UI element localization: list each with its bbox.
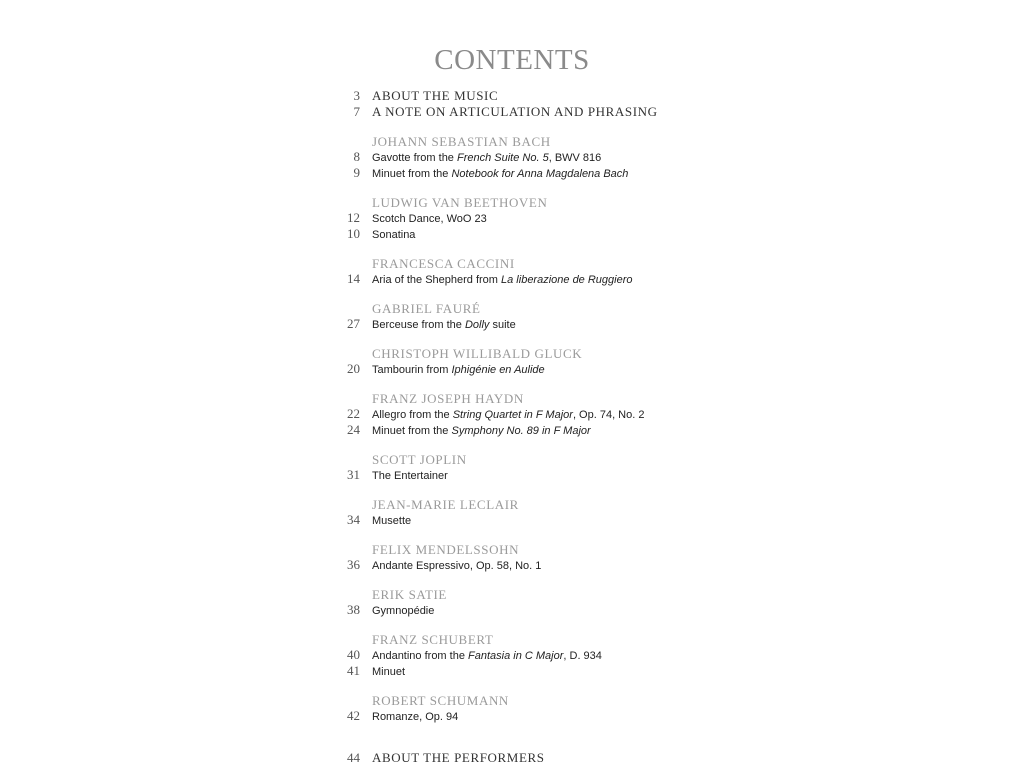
work-title <box>372 468 448 484</box>
composer-group <box>330 632 890 679</box>
page-number: 41 <box>347 663 360 678</box>
page-number: 36 <box>347 557 360 572</box>
composer-group <box>330 452 890 483</box>
composer-group <box>330 134 890 181</box>
work-title-italic: Notebook for Anna Magdalena Bach <box>451 168 629 180</box>
page-number: 22 <box>347 406 360 421</box>
work-title-text: Scotch Dance, WoO 23 <box>372 213 487 225</box>
work-title-text: Sonatina <box>372 229 416 241</box>
work-title-text: Romanze, Op. 94 <box>372 711 459 723</box>
work-title-italic: Iphigénie en Aulide <box>451 364 545 376</box>
work-title-text: Gymnopédie <box>372 605 435 617</box>
work-title-text: The Entertainer <box>372 470 448 482</box>
work-title-text: Andante Espressivo, Op. 58, No. 1 <box>372 560 542 572</box>
work-title-italic: French Suite No. 5 <box>456 152 549 164</box>
page-number: 44 <box>347 750 360 765</box>
work-title-suffix: , D. 934 <box>563 650 602 662</box>
composer-name: LUDWIG VAN BEETHOVEN <box>372 195 548 210</box>
work-title <box>372 709 458 725</box>
composer-name: FRANZ SCHUBERT <box>372 632 494 647</box>
work-title <box>372 558 541 574</box>
toc-entry <box>330 210 890 226</box>
composer-group <box>330 195 890 242</box>
entry-label: ABOUT THE PERFORMERS <box>372 750 545 765</box>
toc-entry <box>330 467 890 483</box>
composer-group <box>330 391 890 438</box>
toc-entry-about-music <box>330 88 890 104</box>
work-title-text: Aria of the Shepherd from <box>372 274 502 286</box>
toc-entry-about-performers <box>330 750 545 766</box>
page-number: 12 <box>347 210 360 225</box>
page-number: 40 <box>347 647 360 662</box>
composer-name: GABRIEL FAURÉ <box>372 301 481 316</box>
work-title <box>372 211 487 227</box>
toc-entry <box>330 316 890 332</box>
composer-group <box>330 542 890 573</box>
page-number: 7 <box>353 104 360 119</box>
work-title-text: Tambourin from <box>372 364 452 376</box>
page-number: 8 <box>353 149 360 164</box>
composer-name: FRANCESCA CACCINI <box>372 256 515 271</box>
entry-label: A NOTE ON ARTICULATION AND PHRASING <box>372 104 658 119</box>
page-number: 42 <box>347 708 360 723</box>
composer-name: JOHANN SEBASTIAN BACH <box>372 134 551 149</box>
work-title-text: Berceuse from the <box>372 319 465 331</box>
work-title <box>372 648 602 664</box>
toc-entry <box>330 602 890 618</box>
intro-section <box>330 88 890 120</box>
work-title-italic: La liberazione de Ruggiero <box>501 274 633 286</box>
work-title <box>372 317 516 333</box>
page-number: 3 <box>353 88 360 103</box>
work-title-text: Andantino from the <box>372 650 469 662</box>
page-number: 9 <box>353 165 360 180</box>
page-number: 27 <box>347 316 360 331</box>
page-number: 31 <box>347 467 360 482</box>
work-title <box>372 362 545 378</box>
page-title: CONTENTS <box>434 44 590 76</box>
toc-entry <box>330 406 890 422</box>
toc-entry <box>330 557 890 573</box>
work-title-text: Allegro from the <box>372 409 453 421</box>
toc-entry <box>330 271 890 287</box>
composer-name: FRANZ JOSEPH HAYDN <box>372 391 524 406</box>
work-title-text: Gavotte from the <box>372 152 457 164</box>
work-title <box>372 664 405 680</box>
work-title-suffix: , BWV 816 <box>548 152 602 164</box>
composer-name: FELIX MENDELSSOHN <box>372 542 520 557</box>
work-title <box>372 423 591 439</box>
page-number: 20 <box>347 361 360 376</box>
toc-entry <box>330 663 890 679</box>
work-title-text: Minuet <box>372 666 406 678</box>
work-title-text: Minuet from the <box>372 168 452 180</box>
composer-group <box>330 256 890 287</box>
composer-name: SCOTT JOPLIN <box>372 452 467 467</box>
page-number: 24 <box>347 422 360 437</box>
toc-entry <box>330 422 890 438</box>
work-title-italic: Fantasia in C Major <box>468 650 564 662</box>
toc-entry <box>330 708 890 724</box>
work-title-suffix: , Op. 74, No. 2 <box>572 409 645 421</box>
toc-entry <box>330 647 890 663</box>
toc-entry <box>330 165 890 181</box>
composer-name: CHRISTOPH WILLIBALD GLUCK <box>372 346 583 361</box>
composer-group <box>330 301 890 332</box>
work-title-text: Minuet from the <box>372 425 452 437</box>
page-number: 14 <box>347 271 360 286</box>
toc-entry <box>330 226 890 242</box>
composer-list <box>330 134 890 724</box>
composer-group <box>330 346 890 377</box>
table-of-contents <box>330 88 890 724</box>
work-title-italic: Dolly <box>464 319 490 331</box>
composer-group <box>330 587 890 618</box>
page-number: 38 <box>347 602 360 617</box>
work-title <box>372 166 628 182</box>
work-title <box>372 513 411 529</box>
composer-group <box>330 497 890 528</box>
toc-entry <box>330 149 890 165</box>
work-title <box>372 150 601 166</box>
page-number: 10 <box>347 226 360 241</box>
page-number: 34 <box>347 512 360 527</box>
work-title-text: Musette <box>372 515 412 527</box>
work-title <box>372 227 415 243</box>
work-title <box>372 603 434 619</box>
work-title <box>372 407 644 423</box>
toc-entry <box>330 512 890 528</box>
entry-label: ABOUT THE MUSIC <box>372 88 499 103</box>
work-title <box>372 272 633 288</box>
composer-name: ERIK SATIE <box>372 587 447 602</box>
work-title-italic: Symphony No. 89 in F Major <box>451 425 591 437</box>
composer-name: JEAN-MARIE LECLAIR <box>372 497 519 512</box>
toc-entry <box>330 361 890 377</box>
composer-name: ROBERT SCHUMANN <box>372 693 509 708</box>
work-title-italic: String Quartet in F Major <box>452 409 573 421</box>
toc-entry-articulation-note <box>330 104 890 120</box>
composer-group <box>330 693 890 724</box>
work-title-suffix: suite <box>489 319 516 331</box>
